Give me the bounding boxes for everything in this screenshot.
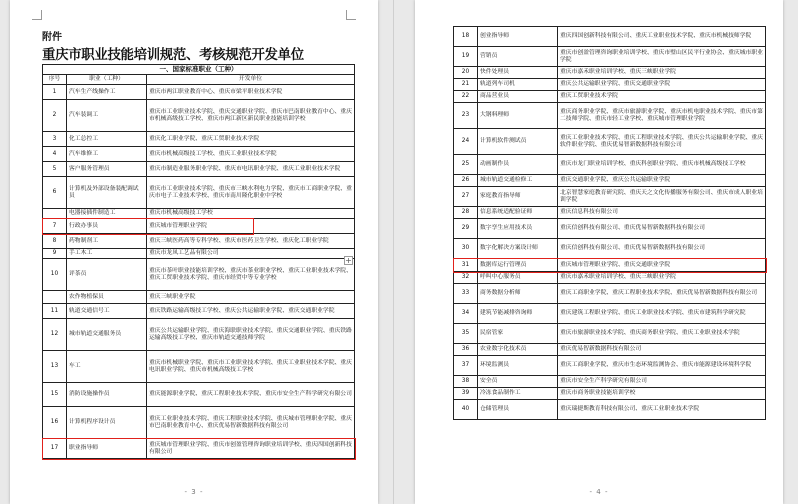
occupation-cell: 冷冻食品制作工 (478, 388, 558, 400)
occupation-cell: 大钢料理师 (478, 103, 558, 129)
units-cell: 重庆市嘉禾职业培训学校、重庆三峡职业学院 (558, 67, 766, 79)
occupation-cell: 城市轨道交通服务员 (67, 319, 147, 351)
document-page-left (10, 0, 378, 504)
occupation-cell: 动画制作员 (478, 155, 558, 175)
table-row (43, 177, 355, 209)
occupation-cell: 环境监测员 (478, 356, 558, 376)
row-number: 22 (454, 91, 478, 103)
row-number: 18 (454, 27, 478, 47)
occupation-cell: 轨道列车司机 (478, 79, 558, 91)
units-cell: 重庆铁路运输高级技工学校、重庆公共运输职业学院、重庆交通职业学院 (147, 304, 355, 319)
units-cell: 重庆信创科技有限公司、重庆优易智新数据科技有限公司 (558, 239, 766, 259)
occupation-cell: 快件处理员 (478, 67, 558, 79)
section-title: 一、国家标准职业（工种） (43, 65, 355, 75)
units-cell: 重庆市工业职业技术学院、重庆市三峡水利电力学院、重庆市工商职业学院、重庆市电子工业技术学校、重庆市南川隆化职业中学校 (147, 177, 355, 209)
units-cell: 重庆市茶叶职业技能培训学校、重庆市茶业职业学校、重庆工业职业技术学院、重庆工贸职业技术学院、重庆市经贸中等专业学校 (147, 259, 355, 291)
row-number: 6 (43, 177, 67, 209)
table-row (454, 91, 766, 103)
row-number: 38 (454, 376, 478, 388)
units-cell: 重庆市旅游职业技术学院、重庆商务职业学院、重庆工业职业技术学院 (558, 324, 766, 344)
occupation-cell: 家庭教育指导师 (478, 187, 558, 207)
row-number: 33 (454, 284, 478, 304)
table-row (454, 376, 766, 388)
units-cell: 重庆工商职业学院、重庆工程职业技术学院、重庆优易智新数据科技有限公司 (558, 284, 766, 304)
units-cell: 重庆市机械高级技工学校、重庆工业职业技术学院 (147, 147, 355, 162)
units-cell: 重庆三峡医药高等专科学校、重庆市医药卫生学校、重庆化工职业学院 (147, 234, 355, 249)
page-corner-mark (346, 10, 356, 20)
document-title: 重庆市职业技能培训规范、考核规范开发单位 (42, 48, 304, 63)
table-row (454, 400, 766, 420)
expand-toggle-icon[interactable]: + (345, 256, 352, 265)
units-table-right (453, 26, 766, 420)
occupation-cell: 建筑节能减排咨询师 (478, 304, 558, 324)
row-number: 27 (454, 187, 478, 207)
row-number: 39 (454, 388, 478, 400)
table-row (43, 234, 355, 249)
row-number: 37 (454, 356, 478, 376)
table-row (454, 175, 766, 187)
table-row (454, 304, 766, 324)
row-number: 5 (43, 162, 67, 177)
occupation-cell: 药物制剂工 (67, 234, 147, 249)
row-number: 28 (454, 207, 478, 219)
occupation-header: 职业（工种） (67, 75, 147, 85)
row-number: 15 (43, 383, 67, 407)
row-number (43, 209, 67, 219)
units-cell: 重庆市制造业服务职业学院、重庆市电讯职业学院、重庆工业职业技术学院 (147, 162, 355, 177)
units-cell: 重庆市机械高级技工学校 (147, 209, 355, 219)
units-cell: 重庆三峡职业学院 (147, 291, 355, 304)
occupation-cell: 汽车生产线操作工 (67, 85, 147, 100)
units-cell: 重庆商务职业学院、重庆市旅游职业学院、重庆市机电职业技术学院、重庆市第二技师学院、重庆市轻工业学校、重庆城市管理职业学院 (558, 103, 766, 129)
units-cell: 重庆市创盈管理咨询职业培训学校、重庆市璧山区民平行业协会、重庆城市职业学院 (558, 47, 766, 67)
table-row (43, 291, 355, 304)
row-number (43, 291, 67, 304)
row-number: 12 (43, 319, 67, 351)
occupation-cell: 计算机及外部设备装配调试员 (67, 177, 147, 209)
units-header: 开发单位 (147, 75, 355, 85)
table-row (43, 259, 355, 291)
row-number: 8 (43, 234, 67, 249)
units-cell: 重庆城市管理职业学院、重庆交通职业学院 (558, 259, 766, 272)
units-cell: 重庆建筑工程职业学院、重庆工业职业技术学院、重庆市建筑科学研究院 (558, 304, 766, 324)
table-row (454, 272, 766, 284)
table-row (43, 249, 355, 259)
units-cell: 重庆能源职业学院、重庆工程职业技术学院、重庆市安全生产科学研究有限公司 (147, 383, 355, 407)
occupation-cell: 行政办事员 (67, 219, 147, 234)
occupation-cell: 农业数字化技术员 (478, 344, 558, 356)
occupation-cell: 计算机软件测试员 (478, 129, 558, 155)
occupation-cell: 手工木工 (67, 249, 147, 259)
seq-header: 序号 (43, 75, 67, 85)
units-cell: 重庆城市管理职业学院 (147, 219, 355, 234)
occupation-cell: 安全员 (478, 376, 558, 388)
table-row (454, 219, 766, 239)
table-row (454, 67, 766, 79)
table-row (43, 147, 355, 162)
table-row (43, 439, 355, 459)
occupation-cell: 数字孪生应用技术员 (478, 219, 558, 239)
units-table-left (42, 64, 355, 459)
occupation-cell: 商务数据分析师 (478, 284, 558, 304)
units-cell: 重庆瑞捷斯教育科技有限公司、重庆工业职业技术学院 (558, 400, 766, 420)
row-number: 1 (43, 85, 67, 100)
units-cell: 重庆公共运输职业学院、重庆交通职业学院 (558, 79, 766, 91)
occupation-cell: 信息系统适配验证师 (478, 207, 558, 219)
units-cell: 北京智慧家庭教育研究院、重庆天之文化传播服务有限公司、重庆市成人职业培训学院 (558, 187, 766, 207)
row-number: 30 (454, 239, 478, 259)
table-row (43, 219, 355, 234)
units-cell: 重庆市商务职业技能培训学校 (558, 388, 766, 400)
units-cell: 重庆化工职业学院、重庆工贸职业技术学院 (147, 132, 355, 147)
table-row (43, 319, 355, 351)
row-number: 17 (43, 439, 67, 459)
table-row (454, 27, 766, 47)
units-cell: 重庆工业职业技术学院、重庆工程职业技术学院、重庆城市管理职业学院、重庆市巴南职业教育中心、重庆优易智新数据科技有限公司 (147, 407, 355, 439)
units-cell: 重庆市龙凤工艺品有限公司 (147, 249, 355, 259)
units-cell: 重庆市嘉禾职业培训学校、重庆三峡职业学院 (558, 272, 766, 284)
table-row (43, 85, 355, 100)
units-cell: 重庆市工业职业技术学院、重庆交通职业学院、重庆市巴南职业教育中心、重庆市机械高级技工学校、重庆市两江新区新民职业技能培训学校 (147, 100, 355, 132)
row-number: 4 (43, 147, 67, 162)
units-cell: 重庆优易智新数据科技有限公司 (558, 344, 766, 356)
occupation-cell: 呼叫中心服务员 (478, 272, 558, 284)
row-number: 9 (43, 249, 67, 259)
units-cell: 重庆工商职业学院、重庆市生态环境监测协会、重庆市能源建设环境科学院 (558, 356, 766, 376)
row-number: 21 (454, 79, 478, 91)
row-number: 19 (454, 47, 478, 67)
table-row (43, 209, 355, 219)
occupation-cell: 仓储管理员 (478, 400, 558, 420)
occupation-cell: 城市轨道交通检修工 (478, 175, 558, 187)
row-number: 26 (454, 175, 478, 187)
occupation-cell: 化工总控工 (67, 132, 147, 147)
row-number: 36 (454, 344, 478, 356)
occupation-cell: 汽车装调工 (67, 100, 147, 132)
section-title-row (43, 65, 355, 75)
units-cell: 重庆工业职业技术学院、重庆工程职业技术学院、重庆公共运输职业学院、重庆软件职业学院、重庆优易智新数据科技有限公司 (558, 129, 766, 155)
document-page-right (415, 0, 783, 504)
row-number: 7 (43, 219, 67, 234)
row-number: 31 (454, 259, 478, 272)
occupation-cell: 车工 (67, 351, 147, 383)
units-cell: 重庆市龙门职业培训学校、重庆科创职业学院、重庆市机械高级技工学校 (558, 155, 766, 175)
table-row (454, 239, 766, 259)
units-cell: 重庆市机械职业学院、重庆市工业职业技术学院、重庆工业职业技术学院、重庆电讯职业学院、重庆市机械高级技工学校 (147, 351, 355, 383)
table-row (454, 344, 766, 356)
units-cell: 重庆城市管理职业学院、重庆市创盈管理咨询职业培训学校、重庆四国创新科技有限公司 (147, 439, 355, 459)
table-row (43, 162, 355, 177)
table-row (454, 187, 766, 207)
row-number: 24 (454, 129, 478, 155)
table-row (43, 132, 355, 147)
table-row (454, 129, 766, 155)
occupation-cell: 轨道交通信号工 (67, 304, 147, 319)
units-cell: 重庆公共运输职业学院、重庆海联职业技术学院、重庆交通职业学院、重庆铁路运输高级技工学校、重庆市轨道交通技师学院 (147, 319, 355, 351)
units-cell: 重庆市两江职业教育中心、重庆市梁平职业技术学院 (147, 85, 355, 100)
page-corner-mark (32, 10, 42, 20)
row-number: 13 (43, 351, 67, 383)
occupation-cell: 数据库运行管理员 (478, 259, 558, 272)
row-number: 11 (43, 304, 67, 319)
row-number: 32 (454, 272, 478, 284)
row-number: 23 (454, 103, 478, 129)
table-row (454, 207, 766, 219)
page-number: - 3 - (184, 488, 204, 496)
occupation-cell: 商品营业员 (478, 91, 558, 103)
occupation-cell: 消防设施操作员 (67, 383, 147, 407)
row-number: 3 (43, 132, 67, 147)
occupation-cell: 营销员 (478, 47, 558, 67)
row-number: 20 (454, 67, 478, 79)
units-cell: 重庆市安全生产科学研究有限公司 (558, 376, 766, 388)
table-row (43, 351, 355, 383)
occupation-cell: 客户服务管理员 (67, 162, 147, 177)
row-number: 34 (454, 304, 478, 324)
occupation-cell: 农作物植保员 (67, 291, 147, 304)
units-cell: 重庆四国创新科技有限公司、重庆工业职业技术学院、重庆市机械技师学院 (558, 27, 766, 47)
occupation-cell: 计算机程序设计员 (67, 407, 147, 439)
occupation-cell: 评茶员 (67, 259, 147, 291)
table-row (43, 407, 355, 439)
row-number: 35 (454, 324, 478, 344)
page-number: - 4 - (589, 488, 609, 496)
units-cell: 重庆工贸职业技术学院 (558, 91, 766, 103)
row-number: 29 (454, 219, 478, 239)
occupation-cell: 民宿管家 (478, 324, 558, 344)
table-row (43, 304, 355, 319)
units-cell: 重庆交通职业学院、重庆公共运输职业学院 (558, 175, 766, 187)
table-row (43, 100, 355, 132)
table-row (454, 155, 766, 175)
row-number: 25 (454, 155, 478, 175)
occupation-cell: 汽车维修工 (67, 147, 147, 162)
row-number: 16 (43, 407, 67, 439)
units-cell: 重庆信息科技有限公司 (558, 207, 766, 219)
occupation-cell: 数字化解决方案设计师 (478, 239, 558, 259)
table-row (454, 388, 766, 400)
occupation-cell: 电器接插件制造工 (67, 209, 147, 219)
table-header-row (43, 75, 355, 85)
table-row (454, 284, 766, 304)
table-row (454, 79, 766, 91)
table-row (43, 383, 355, 407)
row-number: 10 (43, 259, 67, 291)
occupation-cell: 职业指导师 (67, 439, 147, 459)
occupation-cell: 创业指导师 (478, 27, 558, 47)
row-number: 2 (43, 100, 67, 132)
table-row (454, 259, 766, 272)
table-row (454, 47, 766, 67)
table-row (454, 356, 766, 376)
annex-label: 附件 (42, 32, 62, 43)
row-number: 40 (454, 400, 478, 420)
page-gap-divider (393, 0, 394, 504)
table-row (454, 103, 766, 129)
units-cell: 重庆信创科技有限公司、重庆优易智新数据科技有限公司 (558, 219, 766, 239)
table-row (454, 324, 766, 344)
